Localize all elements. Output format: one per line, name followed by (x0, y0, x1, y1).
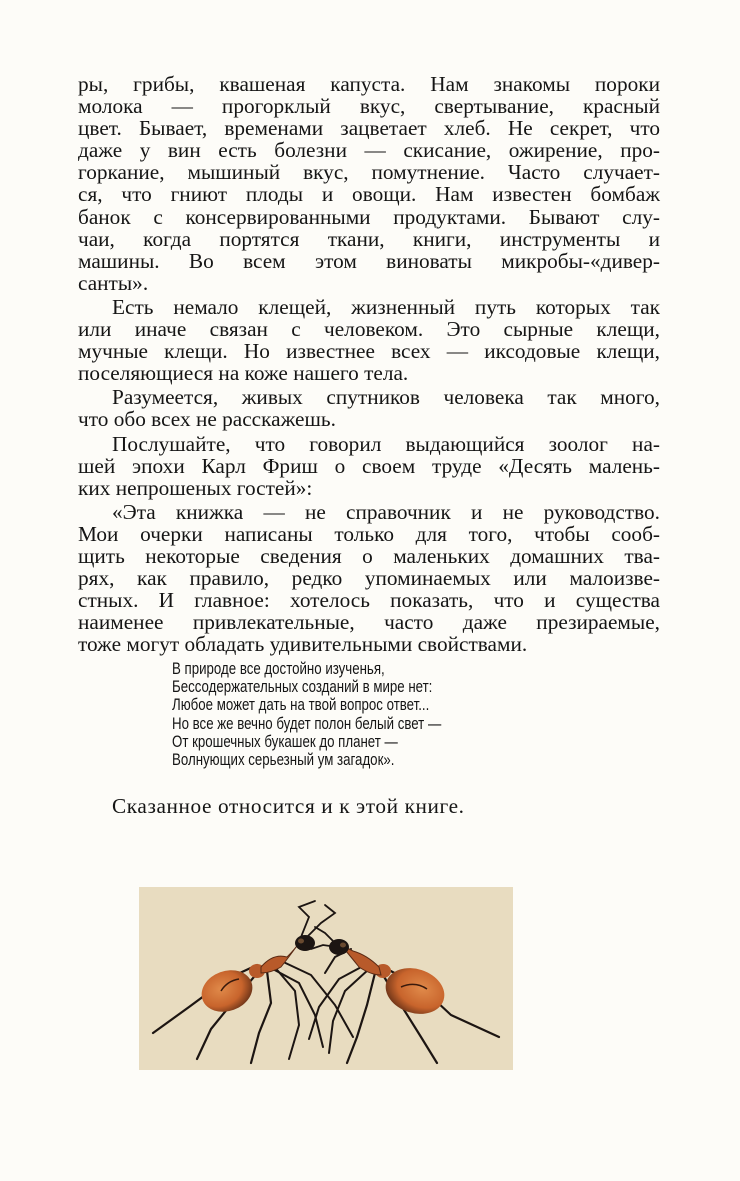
quote-paragraph (78, 501, 660, 656)
text-line: рях, как правило, редко упоминаемых или малоизве- (78, 566, 660, 591)
paragraph (78, 386, 660, 430)
poem-line: Волнующих серьезный ум загадок». (172, 750, 395, 769)
two-ants-illustration (139, 887, 513, 1070)
poem-line: Бессодержательных созданий в мире нет: (172, 678, 433, 697)
text-line: или иначе связан с человеком. Это сырные клещи, (78, 317, 660, 342)
text-line: наименее привлекательные, часто даже презираемые, (78, 610, 660, 635)
text-line: Послушайте, что говорил выдающийся зоолог на- (112, 431, 660, 456)
poem-stanza (172, 660, 441, 769)
text-line: даже у вин есть болезни — скисание, ожирение, про- (78, 138, 660, 163)
text-line: поселяющиеся на коже нашего тела. (78, 361, 409, 386)
text-line: Мои очерки написаны только для того, чтобы сооб- (78, 521, 660, 546)
text-line: шей эпохи Карл Фриш о своем труде «Десять малень- (78, 453, 660, 478)
poem-line: От крошечных букашек до планет — (172, 732, 398, 751)
text-line: стных. И главное: хотелось показать, что и существа (78, 588, 660, 613)
text-line: тоже могут обладать удивительными свойствами. (78, 632, 528, 657)
text-line: санты». (78, 270, 149, 295)
text-line: Разумеется, живых спутников человека так много, (112, 385, 660, 410)
paragraph (78, 433, 660, 499)
text-line: машины. Во всем этом виноваты микробы-«дивер- (78, 248, 660, 273)
poem-line: Но все же вечно будет полон белый свет — (172, 714, 442, 733)
text-line: банок с консервированными продуктами. Бывают слу- (78, 204, 660, 229)
text-line: ких непрошеных гостей»: (78, 475, 313, 500)
text-line: ры, грибы, квашеная капуста. Нам знакомы пороки (78, 72, 660, 96)
text-line: горкание, мышиный вкус, помутнение. Часто случает- (78, 160, 660, 185)
text-line: что обо всех не расскажешь. (78, 407, 336, 432)
text-line: «Эта книжка — не справочник и не руководство. (112, 499, 660, 524)
text-line: ся, что гниют плоды и овощи. Нам известен бомбаж (78, 182, 660, 207)
text-line: Есть немало клещей, жизненный путь которых так (112, 294, 660, 319)
paragraph (78, 296, 660, 384)
poem-line: В природе все достойно изученья, (172, 660, 385, 678)
paragraph (78, 73, 660, 294)
main-text (78, 73, 660, 655)
text-line: чаи, когда портятся ткани, книги, инструменты и (78, 226, 660, 251)
poem-line: Любое может дать на твой вопрос ответ... (172, 696, 430, 715)
illustration-background (139, 887, 513, 1070)
text-line: цвет. Бывает, временами зацветает хлеб. Не секрет, что (78, 116, 660, 141)
text-line: мучные клещи. Но известнее всех — иксодовые клещи, (78, 339, 660, 364)
text-line: молока — прогорклый вкус, свертывание, красный (78, 94, 660, 119)
text-line: щить некоторые сведения о маленьких домашних тва- (78, 543, 660, 568)
closing-sentence: Сказанное относится и к этой книге. (112, 794, 465, 818)
